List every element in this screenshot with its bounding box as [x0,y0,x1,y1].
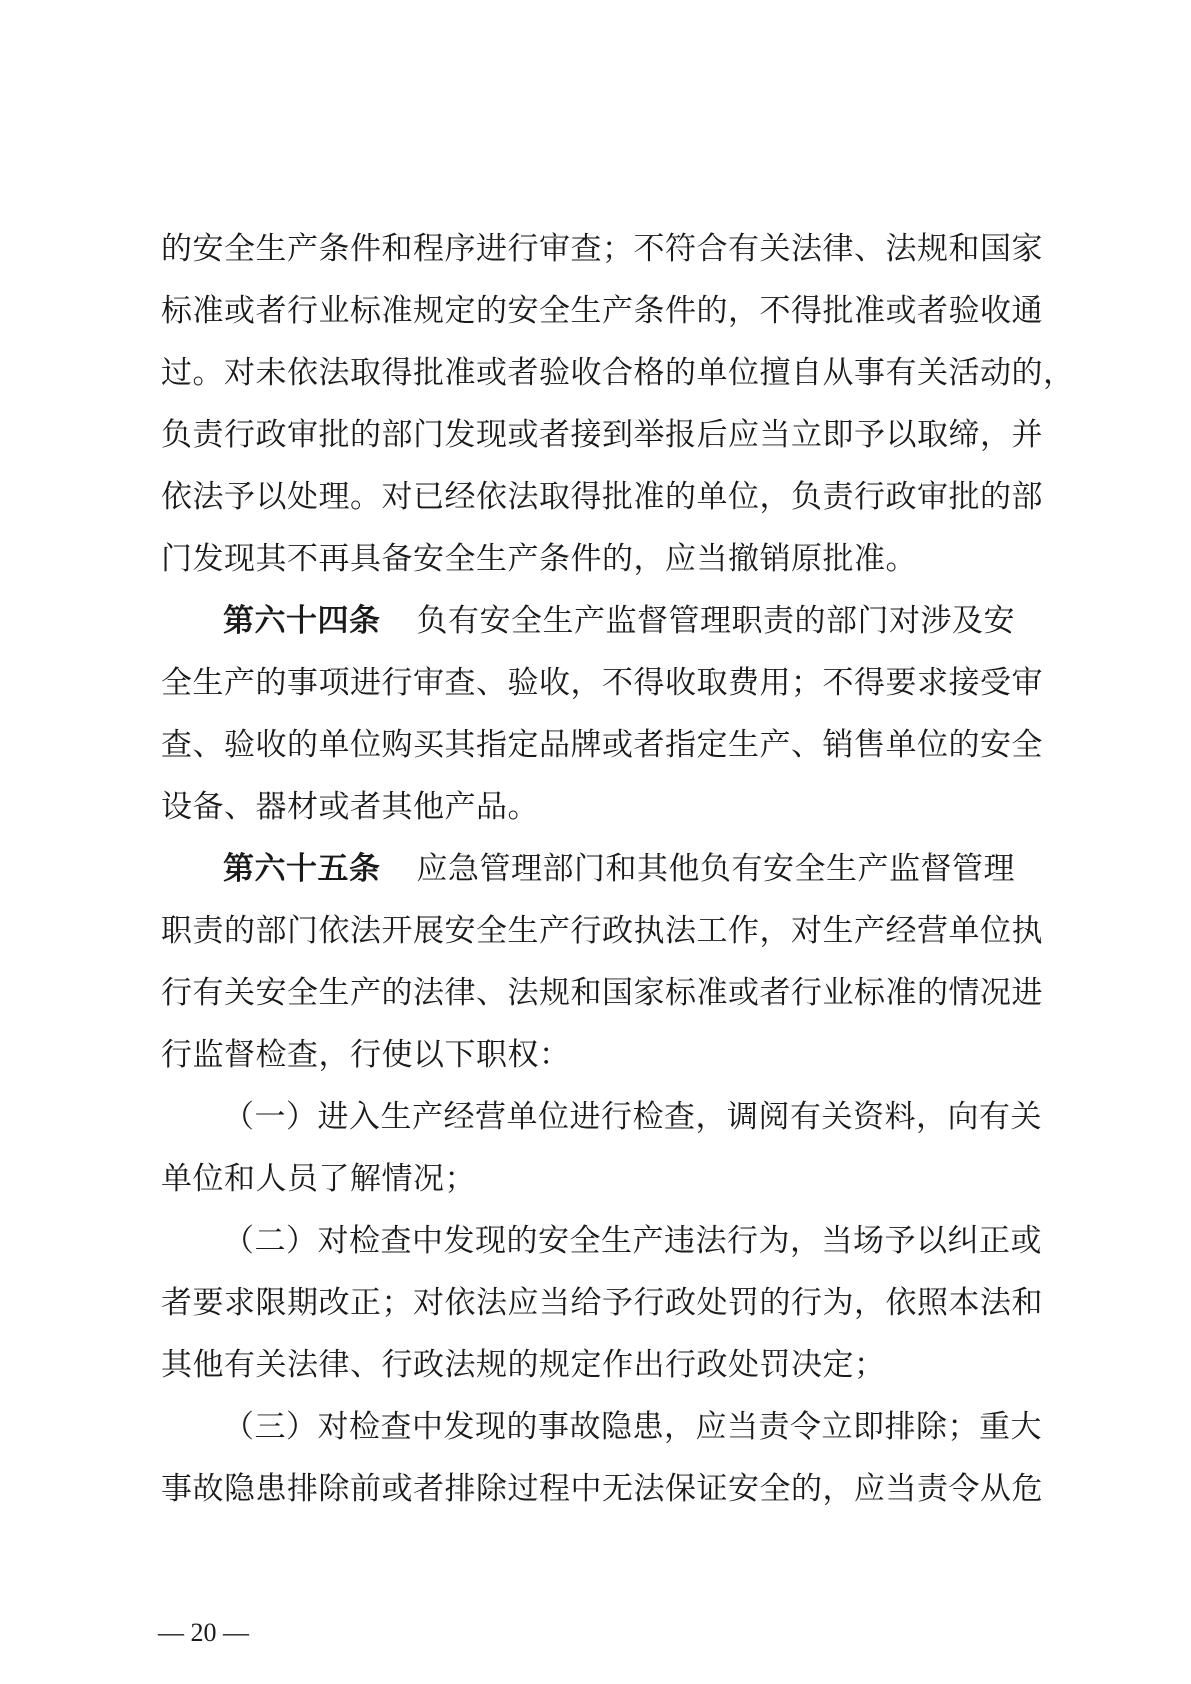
text-line: 依法予以处理。对已经依法取得批准的单位，负责行政审批的部 [161,479,1043,515]
text-line: 职责的部门依法开展安全生产行政执法工作，对生产经营单位执 [161,913,1043,949]
text-line: 负有安全生产监督管理职责的部门对涉及安 [416,603,1015,639]
article-64-title: 第六十四条 [223,603,381,639]
text-line: 门发现其不再具备安全生产条件的，应当撤销原批准。 [161,541,917,577]
text-line: 单位和人员了解情况； [161,1161,476,1197]
text-line: 行监督检查，行使以下职权： [161,1037,571,1073]
text-line: 其他有关法律、行政法规的规定作出行政处罚决定； [161,1347,886,1383]
document-body [161,218,1075,1520]
article-65-title: 第六十五条 [223,851,381,887]
text-line: 设备、器材或者其他产品。 [161,789,539,825]
text-line: 标准或者行业标准规定的安全生产条件的，不得批准或者验收通 [161,293,1043,329]
list-item-1: （一）进入生产经营单位进行检查，调阅有关资料，向有关 [223,1099,1042,1135]
list-item-2: （二）对检查中发现的安全生产违法行为，当场予以纠正或 [223,1223,1042,1259]
article-64-heading-line [161,590,1036,652]
text-line: 查、验收的单位购买其指定品牌或者指定生产、销售单位的安全 [161,727,1043,763]
text-line: 负责行政审批的部门发现或者接到举报后应当立即予以取缔，并 [161,417,1043,453]
text-line: 全生产的事项进行审查、验收，不得收取费用；不得要求接受审 [161,665,1043,701]
text-line: 的安全生产条件和程序进行审查；不符合有关法律、法规和国家 [161,231,1043,267]
text-line: 者要求限期改正；对依法应当给予行政处罚的行为，依照本法和 [161,1285,1043,1321]
article-65-heading-line [161,838,1036,900]
text-line: 行有关安全生产的法律、法规和国家标准或者行业标准的情况进 [161,975,1043,1011]
text-line: 事故隐患排除前或者排除过程中无法保证安全的，应当责令从危 [161,1471,1043,1507]
text-line: 应急管理部门和其他负有安全生产监督管理 [416,851,1015,887]
list-item-3: （三）对检查中发现的事故隐患，应当责令立即排除；重大 [223,1409,1042,1445]
text-line: 过。对未依法取得批准或者验收合格的单位擅自从事有关活动的， [161,355,1075,391]
page-number: — 20 — [158,1618,249,1647]
